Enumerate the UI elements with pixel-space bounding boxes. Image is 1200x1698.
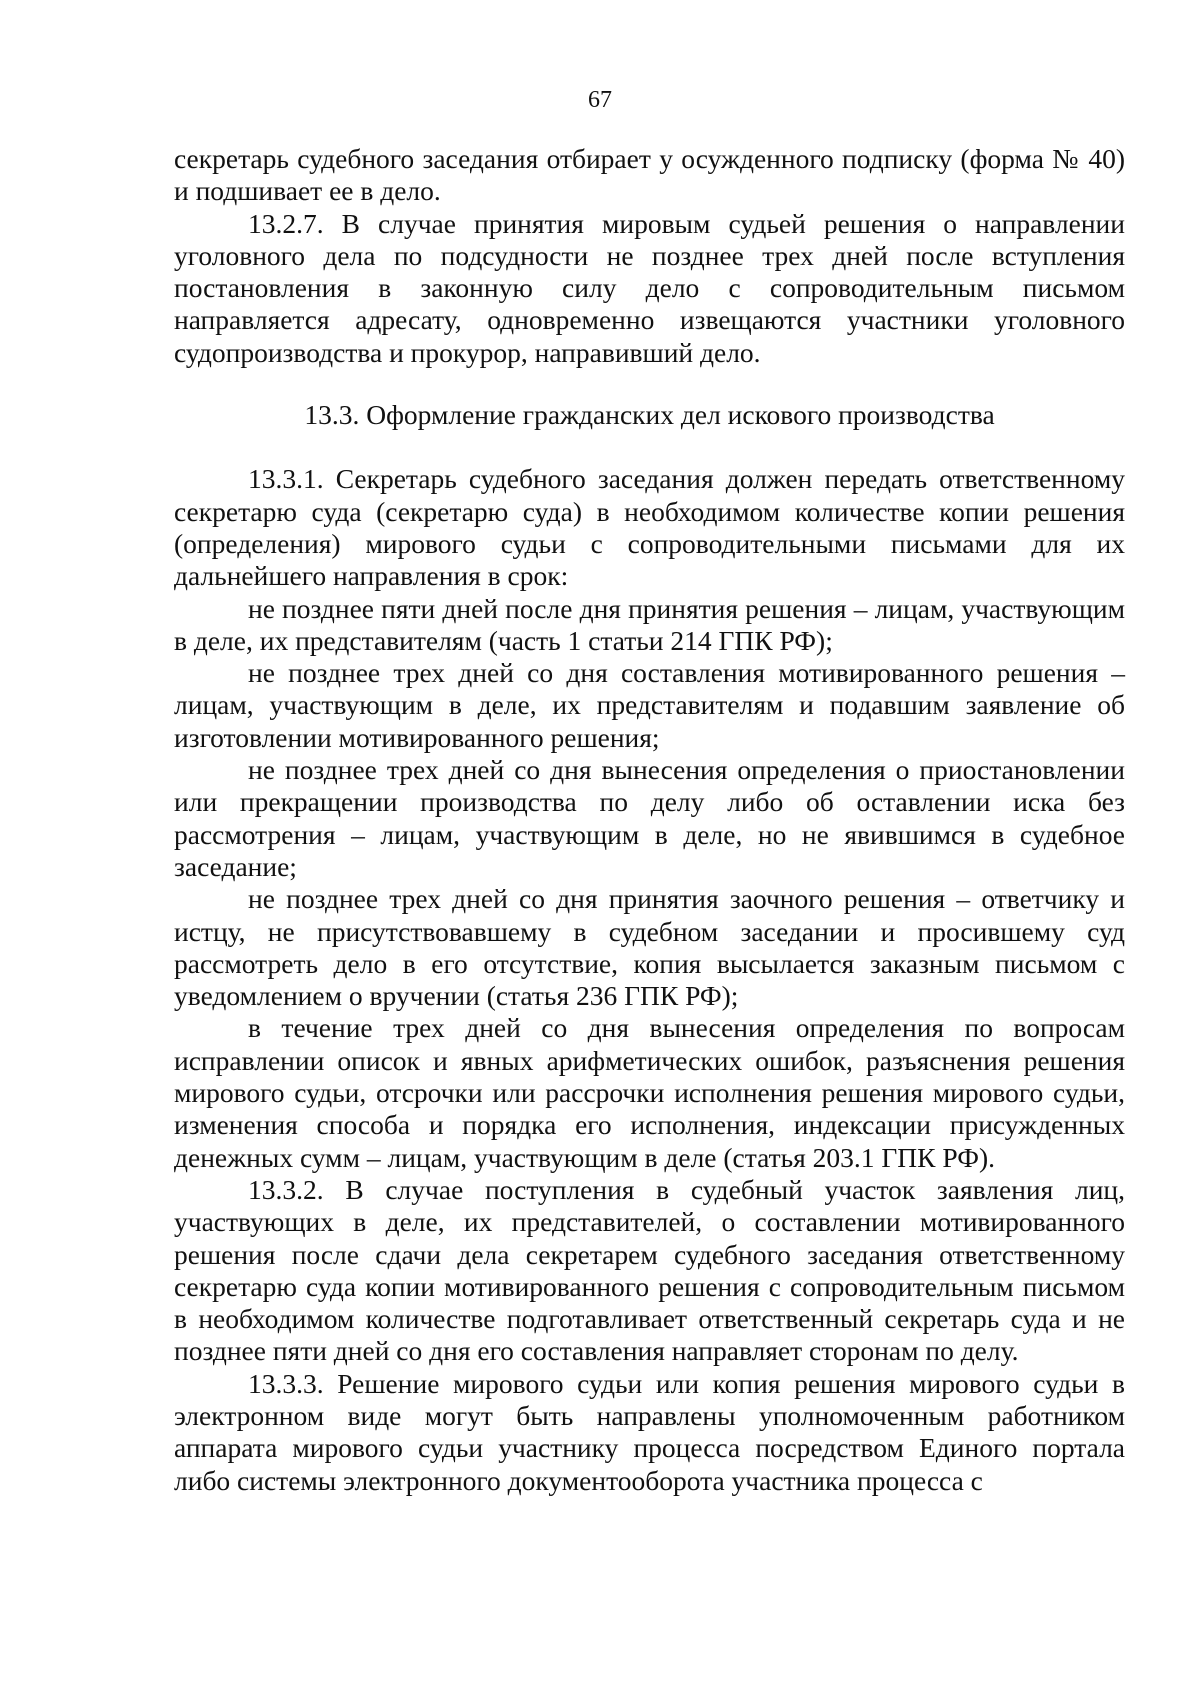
section-heading: 13.3. Оформление гражданских дел искового производства (304, 399, 995, 431)
paragraph-continuation: секретарь судебного заседания отбирает у осужденного подписку (форма № 40) и подшивает ее в дело. (174, 143, 1125, 207)
paragraph-13-3-1: 13.3.1. Секретарь судебного заседания должен передать ответственному секретарю суда (секретарю суда) в необходимом количестве копии решения (определения) мирового судьи с сопроводительными письмами для их дальнейшего направления в срок: (174, 463, 1125, 592)
paragraph-13-2-7: 13.2.7. В случае принятия мировым судьей решения о направлении уголовного дела по подсудности не позднее трех дней после вступления постановления в законную силу дело с сопроводительным письмом направляется адресату, одновременно извещаются участники уголовного судопроизводства и прокурор, направивший дело. (174, 207, 1125, 368)
paragraph-list-item: не позднее трех дней со дня составления мотивированного решения – лицам, участвующим в деле, их представителям и подавшим заявление об изготовлении мотивированного решения; (174, 657, 1125, 753)
paragraph-13-3-2: 13.3.2. В случае поступления в судебный участок заявления лиц, участвующих в деле, их представителей, о составлении мотивированного решения после сдачи дела секретарем судебного заседания ответственному секретарю суда копии мотивированного решения с сопроводительным письмом в необходимом количестве подготавливает ответственный секретарь суда и не позднее пяти дней со дня его составления направляет сторонам по делу. (174, 1173, 1125, 1367)
paragraph-list-item: в течение трех дней со дня вынесения определения по вопросам исправлении описок и явных арифметических ошибок, разъяснения решения мирового судьи, отсрочки или рассрочки исполнения решения мирового судьи, изменения способа и порядка его исполнения, индексации присужденных денежных сумм – лицам, участвующим в деле (статья 203.1 ГПК РФ). (174, 1012, 1125, 1173)
page-number: 67 (588, 87, 612, 113)
document-body (174, 143, 1125, 1497)
paragraph-list-item: не позднее пяти дней после дня принятия решения – лицам, участвующим в деле, их представителям (часть 1 статьи 214 ГПК РФ); (174, 592, 1125, 656)
spacer (174, 369, 1125, 399)
paragraph-list-item: не позднее трех дней со дня вынесения определения о приостановлении или прекращении производства по делу либо об оставлении иска без рассмотрения – лицам, участвующим в деле, но не явившимся в судебное заседание; (174, 754, 1125, 882)
paragraph-list-item: не позднее трех дней со дня принятия заочного решения – ответчику и истцу, не присутствовавшему в судебном заседании и просившему суд рассмотреть дело в его отсутствие, копия высылается заказным письмом с уведомлением о вручении (статья 236 ГПК РФ); (174, 883, 1125, 1012)
spacer (174, 431, 1125, 463)
paragraph-13-3-3: 13.3.3. Решение мирового судьи или копия решения мирового судьи в электронном виде могут быть направлены уполномоченным работником аппарата мирового судьи участнику процесса посредством Единого портала либо системы электронного документооборота участника процесса с (174, 1367, 1125, 1496)
